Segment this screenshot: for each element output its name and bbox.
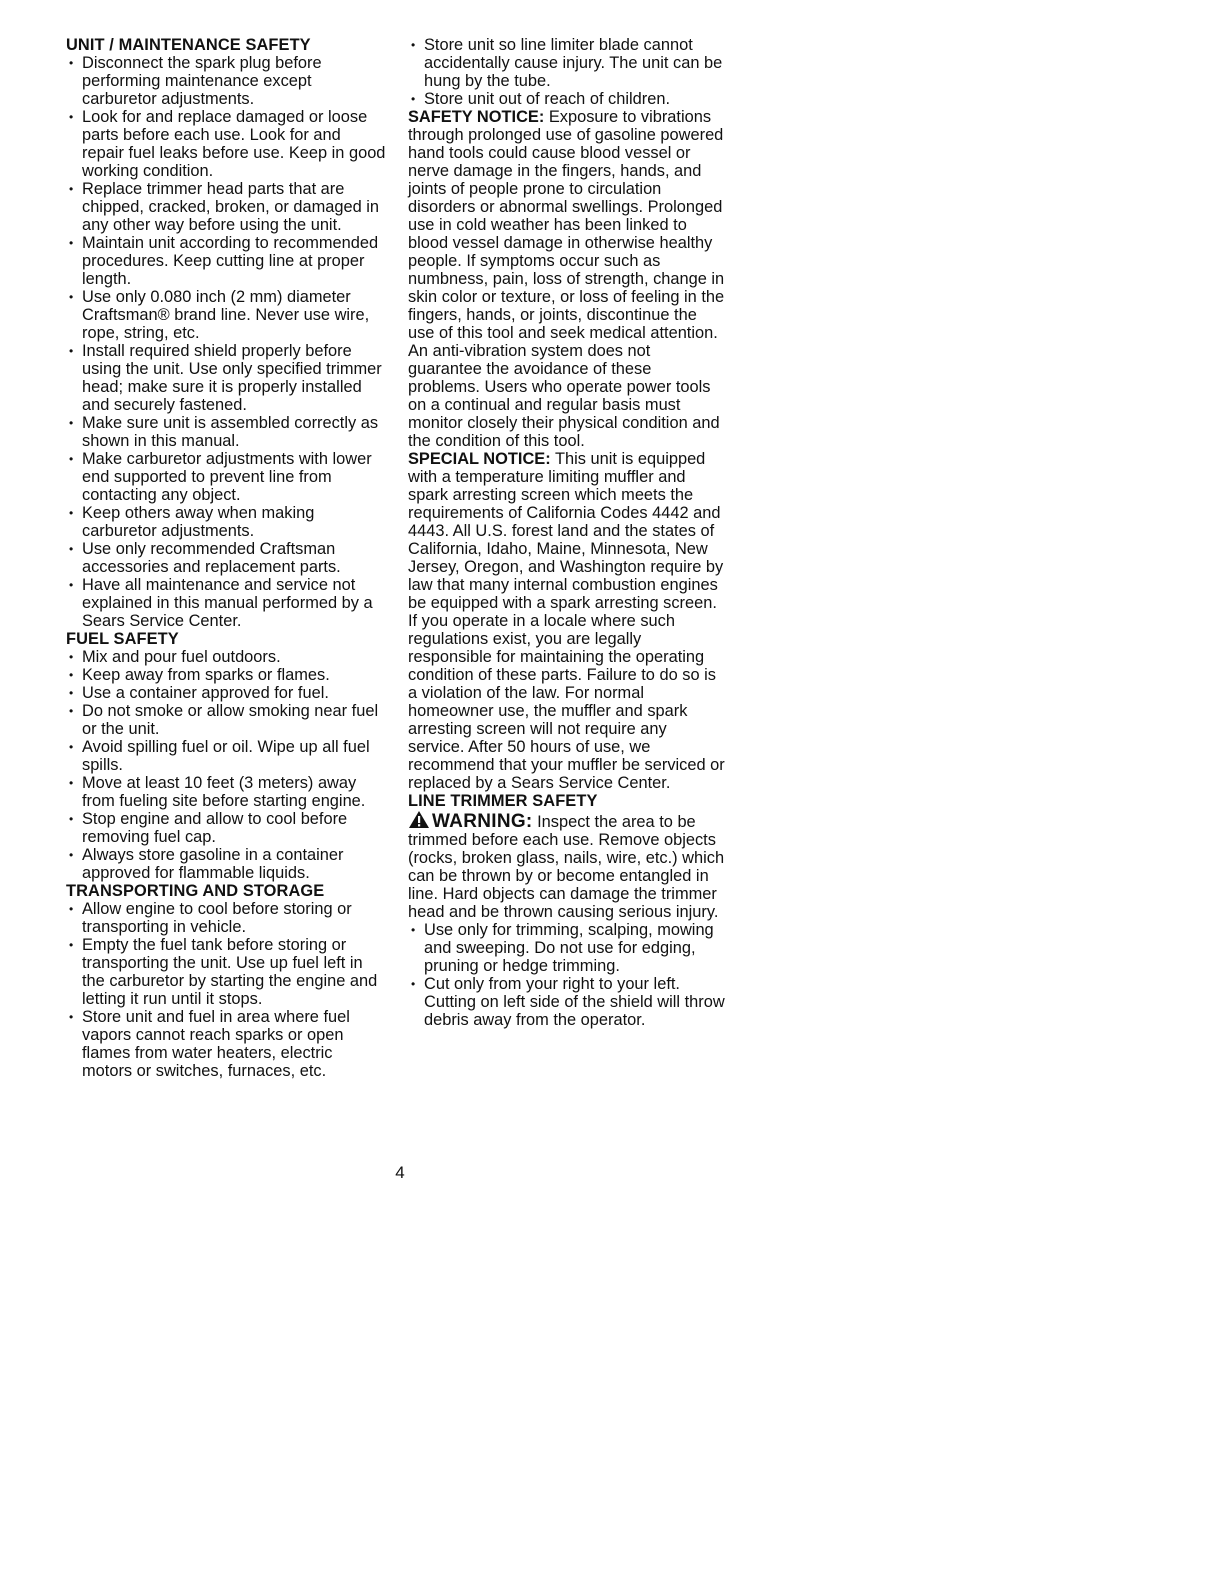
list-item: • Make carburetor adjustments with lower end supported to prevent line from contacting any object.	[66, 450, 386, 504]
safety-notice-text: Exposure to vibrations through prolonged use of gasoline powered hand tools could cause blood vessel or nerve damage in the fingers, hands, and joints of people prone to circulation disorders or abnormal swellings. Prolonged use in cold weather has been linked to blood vessel damage in otherwise healthy people. If symptoms occur such as numbness, pain, loss of strength, change in skin color or texture, or loss of feeling in the fingers, hands, or joints, discontinue the use of this tool and seek medical attention. An anti-vibration system does not guarantee the avoidance of these problems. Users who operate power tools on a continual and regular basis must monitor closely their physical condition and the condition of this tool.	[408, 108, 725, 450]
list-item: • Disconnect the spark plug before performing maintenance except carburetor adjustments.	[66, 54, 386, 108]
warning-paragraph	[408, 810, 726, 921]
list-item: • Store unit so line limiter blade cannot accidentally cause injury. The unit can be hung by the tube.	[408, 36, 726, 90]
list-item: • Store unit out of reach of children.	[408, 90, 726, 108]
list-item: • Install required shield properly before using the unit. Use only specified trimmer head; make sure it is properly installed and securely fastened.	[66, 342, 386, 414]
list-item: • Avoid spilling fuel or oil. Wipe up all fuel spills.	[66, 738, 386, 774]
right-column	[408, 36, 726, 1029]
list-item: • Always store gasoline in a container approved for flammable liquids.	[66, 846, 386, 882]
safety-notice	[408, 108, 726, 450]
warning-text: Inspect the area to be trimmed before each use. Remove objects (rocks, broken glass, nails, wire, etc.) which can be thrown by or become entangled in line. Hard objects can damage the trimmer head and be thrown causing serious injury.	[408, 813, 725, 921]
transport-storage-heading: TRANSPORTING AND STORAGE	[66, 882, 325, 900]
fuel-safety-list	[66, 648, 386, 882]
page-number: 4	[395, 1163, 405, 1182]
fuel-safety-heading: FUEL SAFETY	[66, 630, 179, 648]
left-column	[66, 36, 386, 1080]
list-item: • Do not smoke or allow smoking near fuel or the unit.	[66, 702, 386, 738]
list-item: • Use only for trimming, scalping, mowing and sweeping. Do not use for edging, pruning or hedge trimming.	[408, 921, 726, 975]
list-item: • Cut only from your right to your left. Cutting on left side of the shield will throw debris away from the operator.	[408, 975, 726, 1029]
storage-list	[408, 36, 726, 108]
list-item: • Stop engine and allow to cool before removing fuel cap.	[66, 810, 386, 846]
special-notice-label: SPECIAL NOTICE:	[408, 450, 551, 468]
list-item: • Use a container approved for fuel.	[66, 684, 386, 702]
warning-triangle-icon	[408, 810, 430, 829]
list-item: • Move at least 10 feet (3 meters) away from fueling site before starting engine.	[66, 774, 386, 810]
line-trimmer-heading: LINE TRIMMER SAFETY	[408, 792, 598, 810]
list-item: • Keep others away when making carburetor adjustments.	[66, 504, 386, 540]
list-item: • Use only recommended Craftsman accessories and replacement parts.	[66, 540, 386, 576]
list-item: • Have all maintenance and service not explained in this manual performed by a Sears Service Center.	[66, 576, 386, 630]
safety-notice-label: SAFETY NOTICE:	[408, 108, 545, 126]
list-item: • Mix and pour fuel outdoors.	[66, 648, 386, 666]
special-notice	[408, 450, 726, 792]
line-trimmer-list	[408, 921, 726, 1029]
list-item: • Allow engine to cool before storing or transporting in vehicle.	[66, 900, 386, 936]
list-item: • Replace trimmer head parts that are chipped, cracked, broken, or damaged in any other way before using the unit.	[66, 180, 386, 234]
list-item: • Keep away from sparks or flames.	[66, 666, 386, 684]
list-item: • Empty the fuel tank before storing or transporting the unit. Use up fuel left in the carburetor by starting the engine and letting it run until it stops.	[66, 936, 386, 1008]
unit-maintenance-list	[66, 54, 386, 630]
warning-label: WARNING:	[432, 811, 533, 832]
list-item: • Store unit and fuel in area where fuel vapors cannot reach sparks or open flames from water heaters, electric motors or switches, furnaces, etc.	[66, 1008, 386, 1080]
unit-maintenance-heading: UNIT / MAINTENANCE SAFETY	[66, 36, 311, 54]
special-notice-text: This unit is equipped with a temperature limiting muffler and spark arresting screen which meets the requirements of California Codes 4442 and 4443. All U.S. forest land and the states of California, Idaho, Maine, Minnesota, New Jersey, Oregon, and Washington require by law that many internal combustion engines be equipped with a spark arresting screen. If you operate in a locale where such regulations exist, you are legally responsible for maintaining the operating condition of these parts. Failure to do so is a violation of the law. For normal homeowner use, the muffler and spark arresting screen will not require any service. After 50 hours of use, we recommend that your muffler be serviced or replaced by a Sears Service Center.	[408, 450, 725, 792]
list-item: • Make sure unit is assembled correctly as shown in this manual.	[66, 414, 386, 450]
list-item: • Look for and replace damaged or loose parts before each use. Look for and repair fuel leaks before use. Keep in good working condition.	[66, 108, 386, 180]
list-item: • Use only 0.080 inch (2 mm) diameter Craftsman® brand line. Never use wire, rope, string, etc.	[66, 288, 386, 342]
transport-storage-list	[66, 900, 386, 1080]
list-item: • Maintain unit according to recommended procedures. Keep cutting line at proper length.	[66, 234, 386, 288]
